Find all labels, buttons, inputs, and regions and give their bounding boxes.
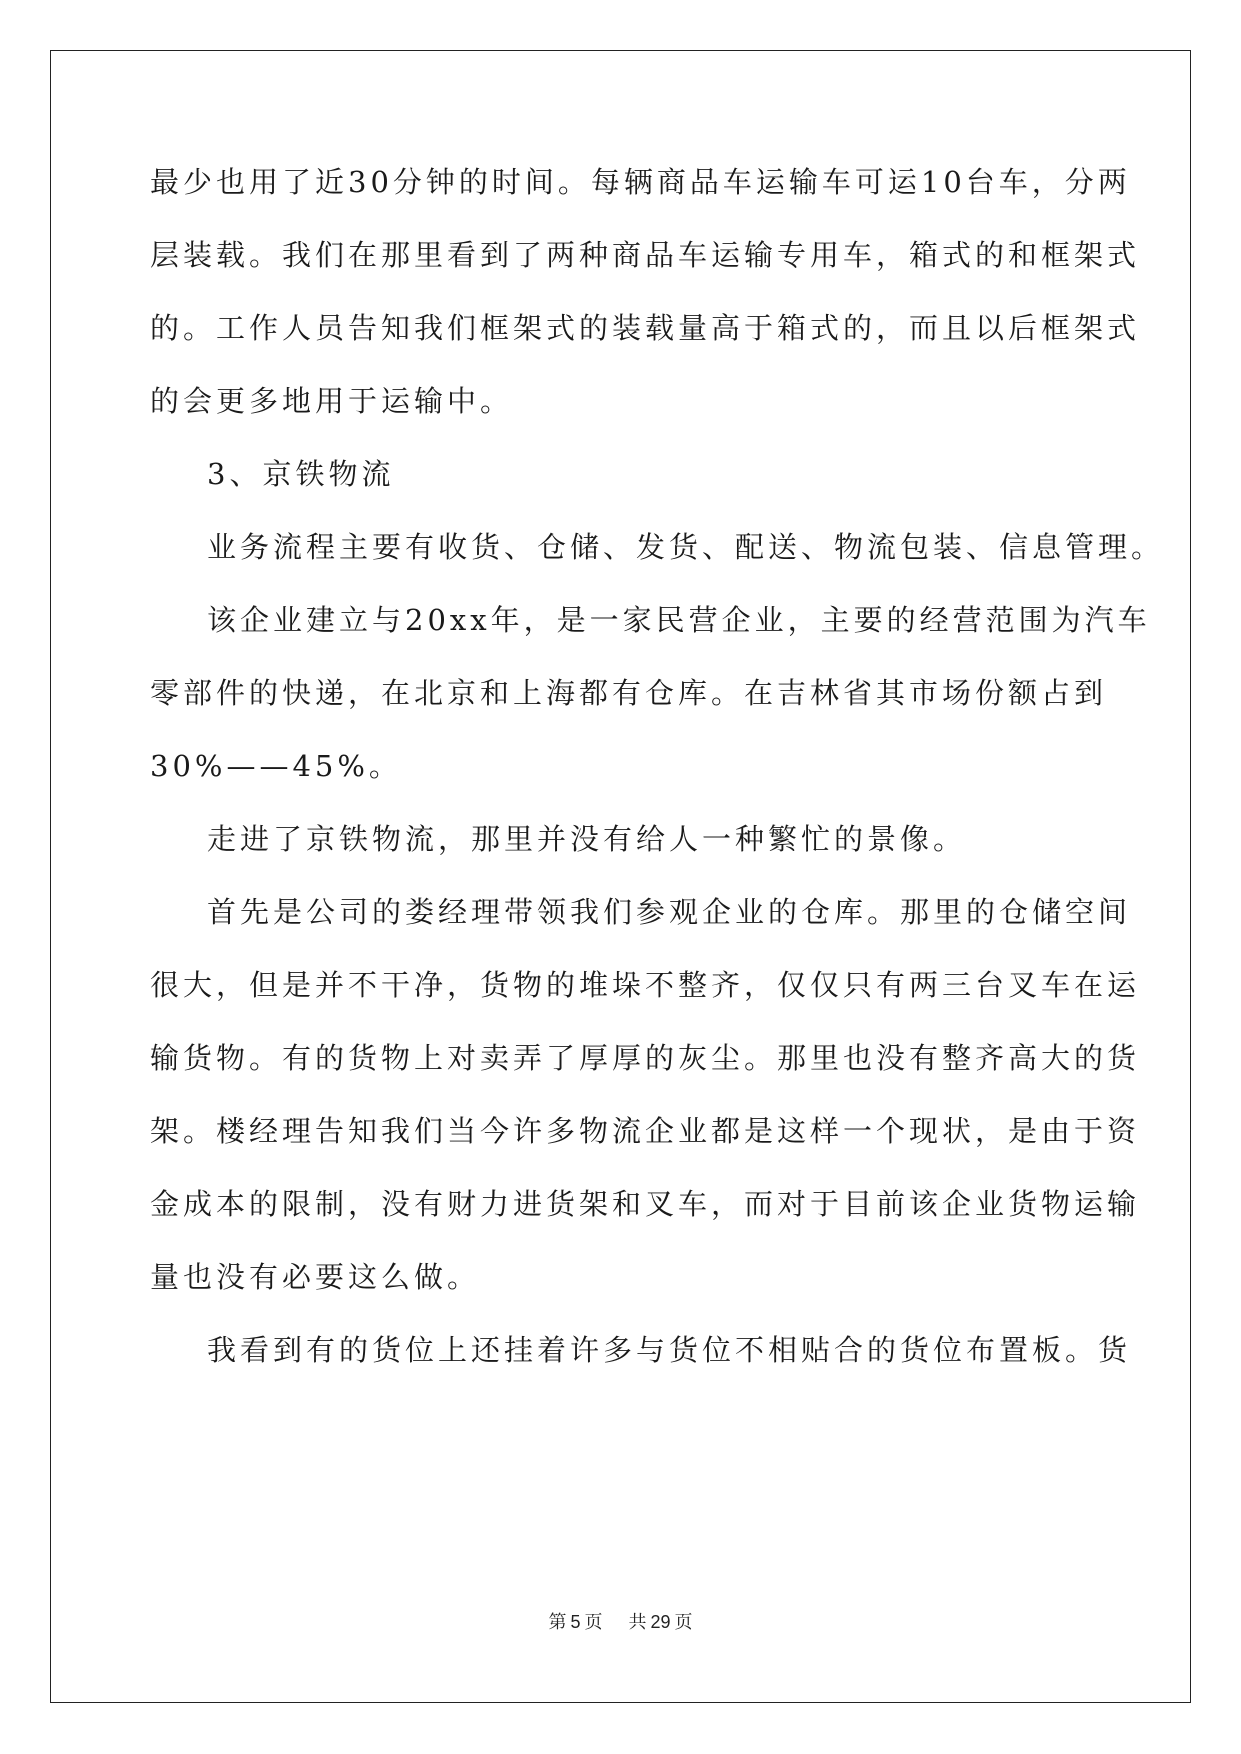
- text-line: 最少也用了近30分钟的时间。每辆商品车运输车可运10台车，分两: [150, 165, 1131, 199]
- text-line: 30%——45%。: [150, 749, 402, 783]
- page-footer: [0, 1608, 1241, 1634]
- text-line: 零部件的快递，在北京和上海都有仓库。在吉林省其市场份额占到: [150, 676, 1108, 710]
- total-prefix: 共: [628, 1612, 647, 1633]
- paragraph-start: 走进了京铁物流，那里并没有给人一种繁忙的景像。: [207, 822, 967, 856]
- total-pages: 29: [650, 1612, 671, 1632]
- total-suffix: 页: [674, 1612, 693, 1633]
- page-prefix: 第: [548, 1612, 567, 1633]
- text-line: 输货物。有的货物上对卖弄了厚厚的灰尘。那里也没有整齐高大的货: [150, 1041, 1141, 1075]
- paragraph-start: 我看到有的货位上还挂着许多与货位不相贴合的货位布置板。货: [207, 1333, 1132, 1367]
- page-border: [50, 50, 1191, 1703]
- text-line: 层装载。我们在那里看到了两种商品车运输专用车，箱式的和框架式: [150, 238, 1141, 272]
- paragraph-start: 首先是公司的娄经理带领我们参观企业的仓库。那里的仓储空间: [207, 895, 1132, 929]
- section-heading: 3、京铁物流: [207, 457, 395, 491]
- text-line: 金成本的限制，没有财力进货架和叉车，而对于目前该企业货物运输: [150, 1187, 1141, 1221]
- paragraph-start: 业务流程主要有收货、仓储、发货、配送、物流包装、信息管理。: [207, 530, 1165, 564]
- page-number: 5: [570, 1612, 581, 1632]
- paragraph-start: 该企业建立与20xx年，是一家民营企业，主要的经营范围为汽车: [207, 603, 1151, 637]
- text-line: 的。工作人员告知我们框架式的装载量高于箱式的，而且以后框架式: [150, 311, 1141, 345]
- page-suffix: 页: [584, 1612, 603, 1633]
- text-line: 量也没有必要这么做。: [150, 1260, 481, 1294]
- text-line: 架。楼经理告知我们当今许多物流企业都是这样一个现状，是由于资: [150, 1114, 1141, 1148]
- text-line: 的会更多地用于运输中。: [150, 384, 514, 418]
- text-line: 很大，但是并不干净，货物的堆垛不整齐，仅仅只有两三台叉车在运: [150, 968, 1141, 1002]
